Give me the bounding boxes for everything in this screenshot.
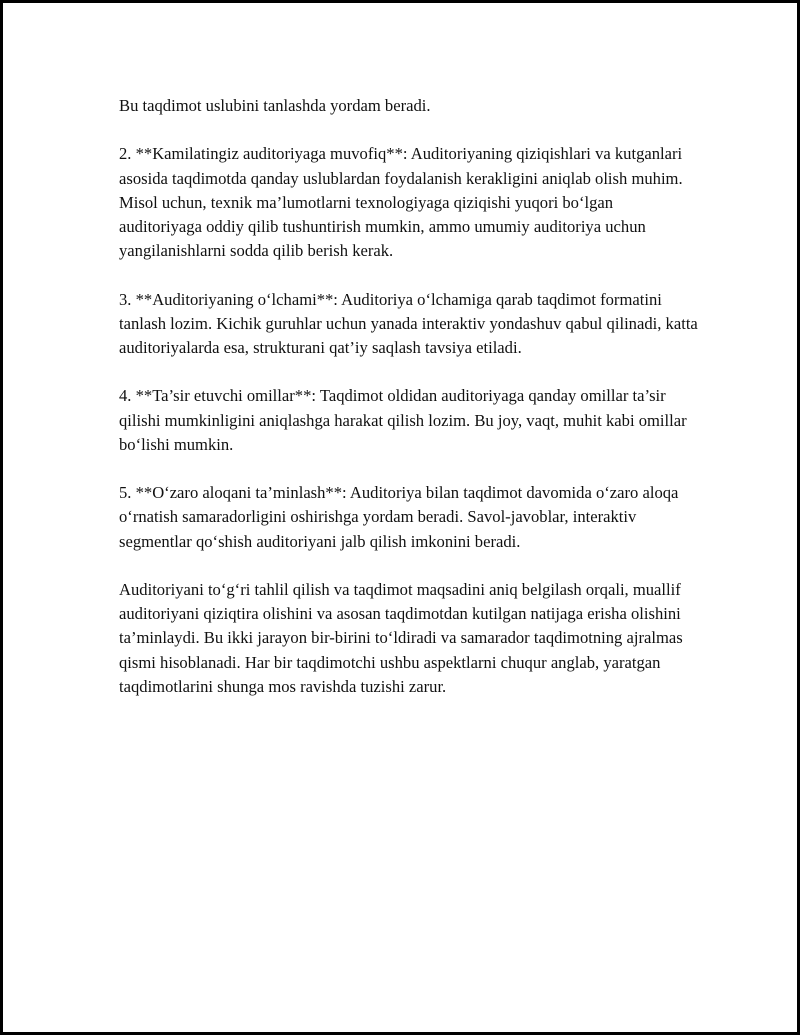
paragraph-conclusion: Auditoriyani to‘g‘ri tahlil qilish va taqdimot maqsadini aniq belgilash orqali, muallif auditoriyani qiziqtira olishini va asosan taqdimotdan kutilgan natijaga erisha olishini ta’minlaydi. Bu ikki jarayon bir-birini to‘ldiradi va samarador taqdimotning ajralmas qismi hisoblanadi. Har bir taqdimotchi ushbu aspektlarni chuqur anglab, yaratgan taqdimotlarini shunga mos ravishda tuzishi zarur. — [119, 579, 683, 696]
paragraph-item-3: 3. **Auditoriyaning o‘lchami**: Auditoriya o‘lchamiga qarab taqdimot formatini tanlash lozim. Kichik guruhlar uchun yanada interaktiv yondashuv qabul qilinadi, katta auditoriyalarda esa, strukturani qat’iy saqlash tavsiya etiladi. — [119, 289, 698, 357]
paragraph-item-4: 4. **Ta’sir etuvchi omillar**: Taqdimot oldidan auditoriyaga qanday omillar ta’sir qilishi mumkinligini aniqlashga harakat qilish lozim. Bu joy, vaqt, muhit kabi omillar bo‘lishi mumkin. — [119, 386, 687, 454]
paragraph-intro: Bu taqdimot uslubini tanlashda yordam beradi. — [119, 96, 431, 115]
paragraph-item-2: 2. **Kamilatingiz auditoriyaga muvofiq**: Auditoriyaning qiziqishlari va kutganlari asosida taqdimotda qanday uslublardan foydalanish kerakligini aniqlab olish muhim. Misol uchun, texnik ma’lumotlarni texnologiyaga qiziqishi yuqori bo‘lgan auditoriyaga oddiy qilib tushuntirish mumkin, ammo umumiy auditoriya uchun yangilanishlarni sodda qilib berish kerak. — [119, 144, 683, 261]
paragraph-item-5: 5. **O‘zaro aloqani ta’minlash**: Auditoriya bilan taqdimot davomida o‘zaro aloqa o‘rnatish samaradorligini oshirishga yordam beradi. Savol-javoblar, interaktiv segmentlar qo‘shish auditoriyani jalb qilish imkonini beradi. — [119, 483, 679, 551]
document-body — [119, 94, 699, 699]
